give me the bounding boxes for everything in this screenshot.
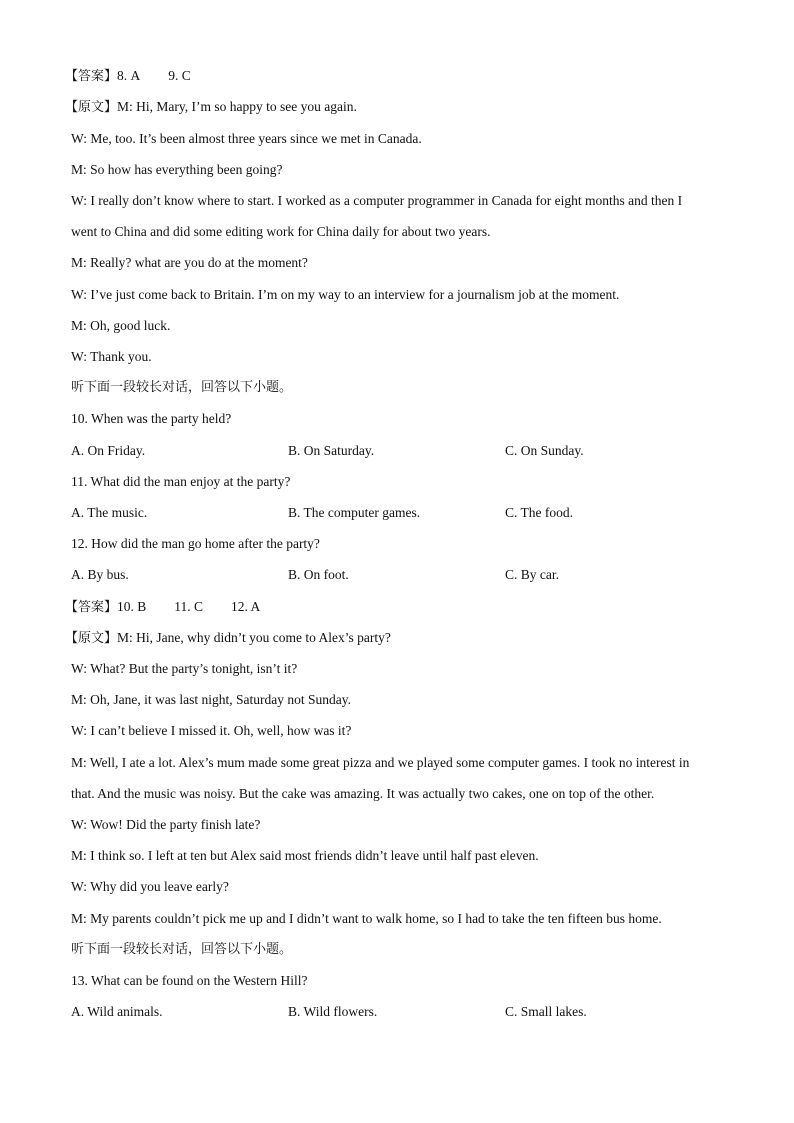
answer-line-10-12: [65, 598, 731, 617]
q11-option-a: A. The music.: [71, 505, 148, 520]
dialogue-line: M: Well, I ate a lot. Alex’s mum made some great pizza and we played some computer games. I took no interest in: [71, 755, 690, 770]
q12-option-b: B. On foot.: [288, 567, 349, 582]
answer-8: 8. A: [117, 68, 141, 83]
dialogue-line: W: I’ve just come back to Britain. I’m on my way to an interview for a journalism job at the moment.: [71, 287, 620, 302]
dialogue-line: M: So how has everything been going?: [71, 162, 283, 177]
dialogue-line: went to China and did some editing work for China daily for about two years.: [71, 224, 491, 239]
answer-10: 10. B: [117, 599, 147, 614]
answer-line-8-9: [65, 67, 731, 86]
q13-option-a: A. Wild animals.: [71, 1004, 163, 1019]
script-tag: 【原文】: [65, 100, 118, 115]
question-11: 11. What did the man enjoy at the party?: [71, 474, 291, 489]
answer-11: 11. C: [174, 599, 204, 614]
q12-option-a: A. By bus.: [71, 567, 129, 582]
answer-12: 12. A: [231, 599, 261, 614]
section-instruction: 听下面一段较长对话，回答以下小题。: [71, 380, 293, 395]
dialogue-line: M: Hi, Jane, why didn’t you come to Alex’s party?: [117, 630, 391, 645]
script-tag: 【原文】: [65, 631, 118, 646]
dialogue-line: W: What? But the party’s tonight, isn’t it?: [71, 661, 298, 676]
dialogue-line: W: Wow! Did the party finish late?: [71, 817, 261, 832]
q11-option-b: B. The computer games.: [288, 505, 421, 520]
question-12: 12. How did the man go home after the party?: [71, 536, 320, 551]
dialogue-line: W: Thank you.: [71, 349, 152, 364]
q10-option-b: B. On Saturday.: [288, 443, 375, 458]
script-line-first: [65, 98, 731, 117]
dialogue-line: W: I really don’t know where to start. I worked as a computer programmer in Canada for eight months and then I: [71, 193, 683, 208]
dialogue-line: W: Me, too. It’s been almost three years since we met in Canada.: [71, 131, 422, 146]
dialogue-line: W: I can’t believe I missed it. Oh, well, how was it?: [71, 723, 352, 738]
dialogue-line: M: My parents couldn’t pick me up and I didn’t want to walk home, so I had to take the ten fifteen bus home.: [71, 911, 662, 926]
q10-option-a: A. On Friday.: [71, 443, 146, 458]
q12-option-c: C. By car.: [505, 567, 559, 582]
question-13: 13. What can be found on the Western Hill?: [71, 973, 308, 988]
dialogue-line: that. And the music was noisy. But the cake was amazing. It was actually two cakes, one on top of the other.: [71, 786, 655, 801]
q11-option-c: C. The food.: [505, 505, 573, 520]
q13-option-c: C. Small lakes.: [505, 1004, 587, 1019]
dialogue-line: M: I think so. I left at ten but Alex said most friends didn’t leave until half past eleven.: [71, 848, 539, 863]
dialogue-line: M: Oh, Jane, it was last night, Saturday not Sunday.: [71, 692, 351, 707]
dialogue-line: W: Why did you leave early?: [71, 879, 229, 894]
q10-option-c: C. On Sunday.: [505, 443, 584, 458]
question-10: 10. When was the party held?: [71, 411, 232, 426]
section-instruction: 听下面一段较长对话，回答以下小题。: [71, 942, 293, 957]
script-line-first: [65, 629, 731, 648]
answer-tag: 【答案】: [65, 600, 118, 615]
dialogue-line: M: Hi, Mary, I’m so happy to see you again.: [117, 99, 357, 114]
dialogue-line: M: Oh, good luck.: [71, 318, 171, 333]
dialogue-line: M: Really? what are you do at the moment?: [71, 255, 308, 270]
q13-option-b: B. Wild flowers.: [288, 1004, 378, 1019]
answer-tag: 【答案】: [65, 69, 118, 84]
answer-9: 9. C: [168, 68, 191, 83]
